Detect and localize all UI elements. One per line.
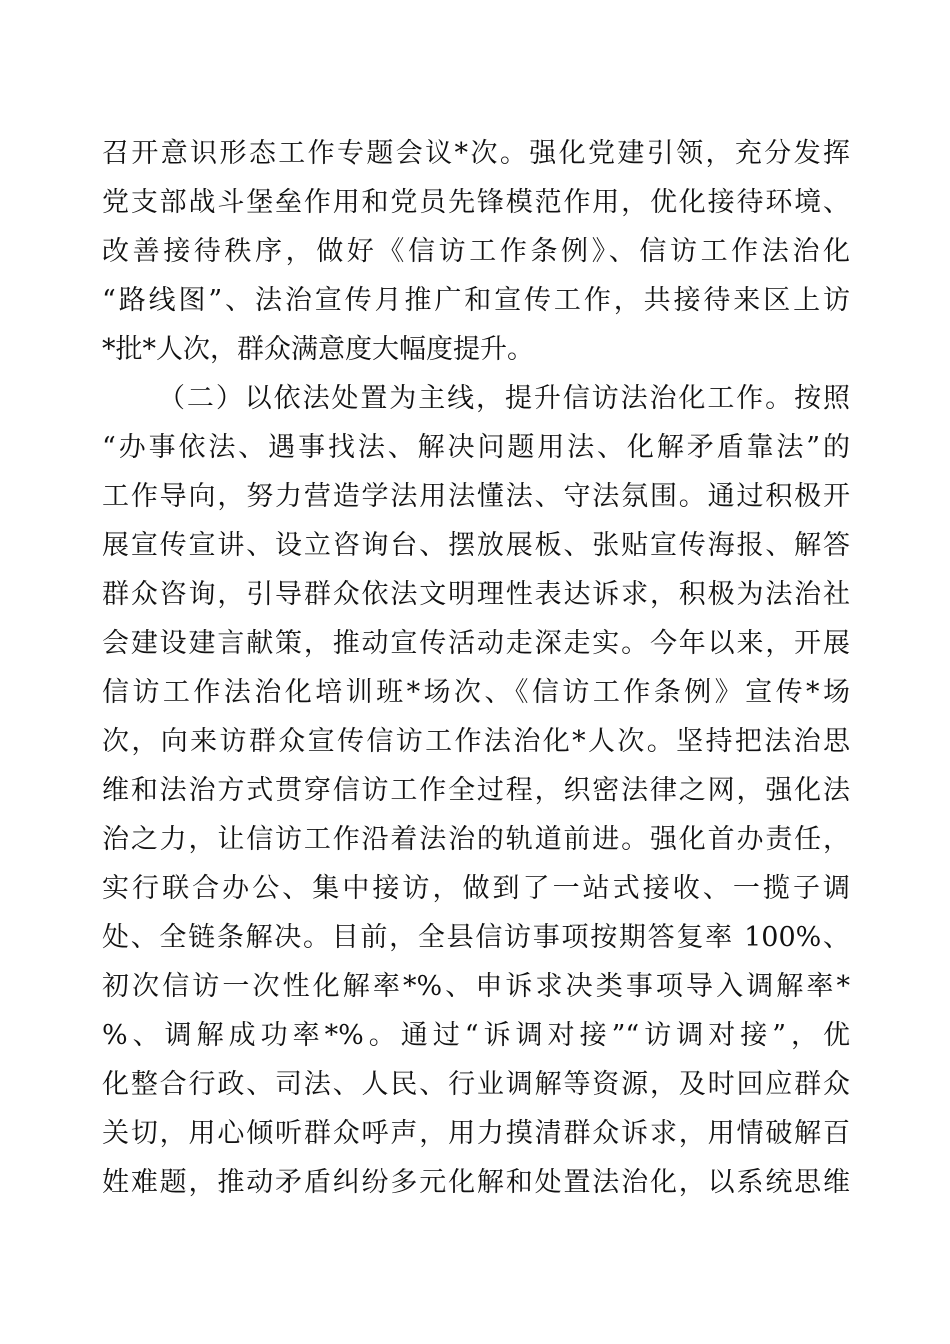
text-line: 群众咨询，引导群众依法文明理性表达诉求，积极为法治社: [102, 579, 850, 610]
section-heading-line: （二）以依法处置为主线，提升信访法治化工作。按照: [158, 383, 850, 414]
text-line: 治之力，让信访工作沿着法治的轨道前进。强化首办责任，: [102, 824, 850, 855]
text-line: 实行联合办公、集中接访，做到了一站式接收、一揽子调: [102, 873, 850, 904]
text-line: 姓难题，推动矛盾纠纷多元化解和处置法治化，以系统思维: [102, 1167, 850, 1198]
text-line: 关切，用心倾听群众呼声，用力摸清群众诉求，用情破解百: [102, 1118, 850, 1149]
text-line: 化整合行政、司法、人民、行业调解等资源，及时回应群众: [102, 1069, 850, 1100]
text-line: 次，向来访群众宣传信访工作法治化*人次。坚持把法治思: [102, 726, 850, 757]
text-line: 党支部战斗堡垒作用和党员先锋模范作用，优化接待环境、: [102, 187, 850, 218]
text-line: 展宣传宣讲、设立咨询台、摆放展板、张贴宣传海报、解答: [102, 530, 850, 561]
text-line: 信访工作法治化培训班*场次、《信访工作条例》宣传*场: [102, 677, 850, 708]
text-line: %、调解成功率*%。通过“诉调对接”“访调对接”，优: [102, 1020, 850, 1051]
text-line: 维和法治方式贯穿信访工作全过程，织密法律之网，强化法: [102, 775, 850, 806]
text-line: 召开意识形态工作专题会议*次。强化党建引领，充分发挥: [102, 138, 850, 169]
text-line: 会建设建言献策，推动宣传活动走深走实。今年以来，开展: [102, 628, 850, 659]
text-line: 初次信访一次性化解率*%、申诉求决类事项导入调解率*: [102, 971, 850, 1002]
text-line: “办事依法、遇事找法、解决问题用法、化解矛盾靠法”的: [102, 432, 850, 463]
text-line: 改善接待秩序，做好《信访工作条例》、信访工作法治化: [102, 236, 850, 267]
text-line: 处、全链条解决。目前，全县信访事项按期答复率 100%、: [102, 922, 850, 953]
text-line: 工作导向，努力营造学法用法懂法、守法氛围。通过积极开: [102, 481, 850, 512]
text-line: *批*人次，群众满意度大幅度提升。: [102, 334, 534, 365]
text-line: “路线图”、法治宣传月推广和宣传工作，共接待来区上访: [102, 285, 850, 316]
